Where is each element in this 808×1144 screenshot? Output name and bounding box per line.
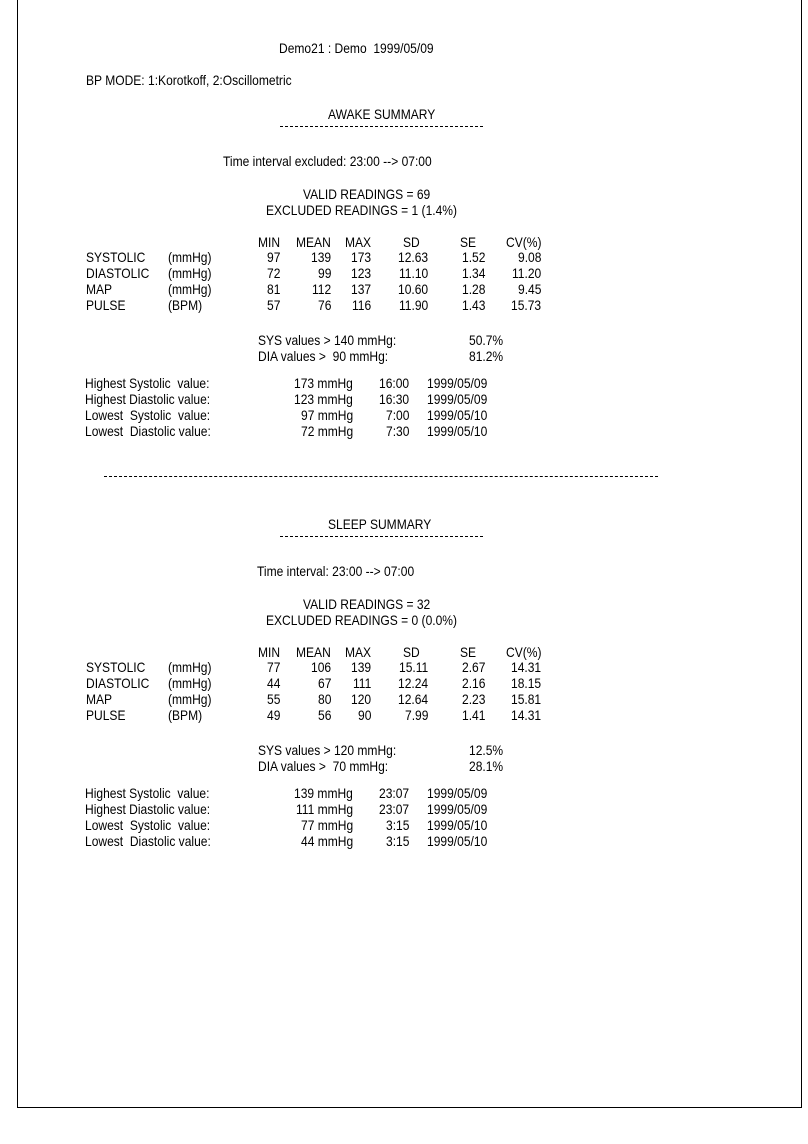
sleep-row-name: SYSTOLIC <box>86 659 146 675</box>
sleep-col-header: MAX <box>344 644 371 660</box>
sleep-col-header: SD <box>403 644 420 660</box>
awake-row-name: PULSE <box>86 297 126 313</box>
awake-cell: 15.73 <box>510 297 541 313</box>
awake-col-header: MEAN <box>296 234 331 250</box>
sleep-cell: 111 <box>352 675 371 691</box>
awake-extreme-label: Highest Diastolic value: <box>85 391 211 407</box>
sleep-row-name: PULSE <box>86 707 126 723</box>
sleep-cell: 14.31 <box>510 707 541 723</box>
sleep-cell: 120 <box>350 691 371 707</box>
awake-cell: 137 <box>350 281 371 297</box>
sleep-sys-pct: 12.5% <box>468 742 503 758</box>
sleep-row-unit: (mmHg) <box>168 691 212 707</box>
awake-cell: 97 <box>266 249 280 265</box>
sleep-cell: 139 <box>350 659 371 675</box>
sleep-cell: 15.81 <box>510 691 541 707</box>
awake-col-header: SD <box>403 234 420 250</box>
awake-row-unit: (mmHg) <box>168 265 212 281</box>
sleep-cell: 56 <box>317 707 331 723</box>
awake-summary-title: AWAKE SUMMARY <box>328 106 436 122</box>
sleep-col-header: SE <box>459 644 476 660</box>
awake-valid-readings: VALID READINGS = 69 <box>303 186 431 202</box>
sleep-extreme-time: 3:15 <box>385 817 409 833</box>
awake-extreme-time: 16:00 <box>378 375 409 391</box>
sleep-extreme-label: Highest Systolic value: <box>85 785 210 801</box>
sleep-cell: 106 <box>310 659 331 675</box>
sleep-row-name: DIASTOLIC <box>86 675 150 691</box>
sleep-cell: 2.67 <box>461 659 485 675</box>
awake-extreme-date: 1999/05/09 <box>427 391 488 407</box>
awake-cell: 57 <box>266 297 280 313</box>
sleep-extreme-date: 1999/05/09 <box>427 801 488 817</box>
awake-cell: 1.28 <box>461 281 485 297</box>
sleep-cell: 2.16 <box>461 675 485 691</box>
awake-sys-pct: 50.7% <box>468 332 503 348</box>
awake-cell: 11.90 <box>398 297 428 313</box>
awake-cell: 81 <box>266 281 280 297</box>
awake-row-name: DIASTOLIC <box>86 265 150 281</box>
awake-cell: 72 <box>266 265 280 281</box>
awake-extreme-date: 1999/05/09 <box>427 375 488 391</box>
bp-mode: BP MODE: 1:Korotkoff, 2:Oscillometric <box>86 72 292 88</box>
awake-row-name: SYSTOLIC <box>86 249 146 265</box>
sleep-valid-readings: VALID READINGS = 32 <box>303 596 431 612</box>
awake-cell: 1.52 <box>461 249 485 265</box>
sleep-cell: 15.11 <box>398 659 428 675</box>
awake-extreme-value: 123 mmHg <box>294 391 353 407</box>
sleep-cell: 90 <box>357 707 371 723</box>
awake-extreme-value: 173 mmHg <box>294 375 353 391</box>
awake-row-unit: (mmHg) <box>168 249 212 265</box>
sleep-cell: 77 <box>266 659 280 675</box>
sleep-cell: 18.15 <box>510 675 541 691</box>
awake-row-name: MAP <box>86 281 113 297</box>
sleep-col-header: MEAN <box>296 644 331 660</box>
awake-cell: 11.20 <box>511 265 541 281</box>
awake-cell: 76 <box>317 297 331 313</box>
sleep-excluded-readings: EXCLUDED READINGS = 0 (0.0%) <box>266 612 458 628</box>
awake-col-header: CV(%) <box>505 234 541 250</box>
awake-cell: 139 <box>310 249 331 265</box>
awake-cell: 10.60 <box>397 281 428 297</box>
sleep-cell: 1.41 <box>461 707 485 723</box>
awake-extreme-time: 16:30 <box>378 391 409 407</box>
section-divider <box>104 476 658 477</box>
awake-extreme-value: 72 mmHg <box>300 423 353 439</box>
awake-dia-pct: 81.2% <box>468 348 503 364</box>
report-page <box>17 0 802 1108</box>
sleep-cell: 7.99 <box>404 707 428 723</box>
sleep-extreme-value: 44 mmHg <box>300 833 353 849</box>
sleep-cell: 2.23 <box>461 691 485 707</box>
sleep-row-unit: (mmHg) <box>168 675 212 691</box>
sleep-dia-threshold: DIA values > 70 mmHg: <box>258 758 389 774</box>
sleep-extreme-label: Lowest Systolic value: <box>85 817 211 833</box>
sleep-extreme-value: 139 mmHg <box>294 785 353 801</box>
sleep-col-header: MIN <box>257 644 280 660</box>
awake-cell: 9.08 <box>517 249 541 265</box>
sleep-extreme-value: 111 mmHg <box>295 801 353 817</box>
awake-cell: 99 <box>317 265 331 281</box>
awake-col-header: MIN <box>257 234 280 250</box>
sleep-row-unit: (mmHg) <box>168 659 212 675</box>
awake-cell: 1.34 <box>461 265 485 281</box>
sleep-title-underline <box>280 536 483 537</box>
awake-excluded-readings: EXCLUDED READINGS = 1 (1.4%) <box>266 202 458 218</box>
sleep-extreme-label: Lowest Diastolic value: <box>85 833 211 849</box>
awake-extreme-date: 1999/05/10 <box>427 423 488 439</box>
sleep-cell: 80 <box>317 691 331 707</box>
sleep-cell: 14.31 <box>510 659 541 675</box>
awake-cell: 12.63 <box>397 249 428 265</box>
awake-extreme-time: 7:00 <box>385 407 409 423</box>
awake-extreme-time: 7:30 <box>385 423 409 439</box>
sleep-row-name: MAP <box>86 691 113 707</box>
sleep-cell: 49 <box>266 707 280 723</box>
sleep-extreme-value: 77 mmHg <box>300 817 353 833</box>
awake-col-header: MAX <box>344 234 371 250</box>
awake-cell: 116 <box>351 297 371 313</box>
awake-extreme-date: 1999/05/10 <box>427 407 488 423</box>
awake-col-header: SE <box>459 234 476 250</box>
awake-cell: 173 <box>350 249 371 265</box>
sleep-extreme-date: 1999/05/09 <box>427 785 488 801</box>
awake-row-unit: (mmHg) <box>168 281 212 297</box>
sleep-cell: 55 <box>266 691 280 707</box>
awake-dia-threshold: DIA values > 90 mmHg: <box>258 348 389 364</box>
sleep-extreme-date: 1999/05/10 <box>427 833 488 849</box>
awake-cell: 123 <box>350 265 371 281</box>
awake-sys-threshold: SYS values > 140 mmHg: <box>258 332 397 348</box>
awake-extreme-label: Lowest Systolic value: <box>85 407 211 423</box>
sleep-col-header: CV(%) <box>505 644 541 660</box>
awake-cell: 1.43 <box>461 297 485 313</box>
sleep-dia-pct: 28.1% <box>468 758 503 774</box>
awake-extreme-label: Highest Systolic value: <box>85 375 210 391</box>
sleep-cell: 12.64 <box>397 691 428 707</box>
sleep-cell: 44 <box>266 675 280 691</box>
sleep-extreme-label: Highest Diastolic value: <box>85 801 211 817</box>
awake-row-unit: (BPM) <box>168 297 203 313</box>
sleep-row-unit: (BPM) <box>168 707 203 723</box>
report-title: Demo21 : Demo 1999/05/09 <box>279 40 434 56</box>
awake-cell: 11.10 <box>398 265 428 281</box>
awake-title-underline <box>280 126 483 127</box>
sleep-extreme-time: 23:07 <box>378 785 409 801</box>
sleep-extreme-date: 1999/05/10 <box>427 817 488 833</box>
awake-extreme-value: 97 mmHg <box>300 407 353 423</box>
sleep-time-interval: Time interval: 23:00 --> 07:00 <box>257 563 415 579</box>
awake-time-interval: Time interval excluded: 23:00 --> 07:00 <box>223 153 432 169</box>
sleep-cell: 67 <box>317 675 331 691</box>
awake-cell: 9.45 <box>517 281 541 297</box>
sleep-extreme-time: 3:15 <box>385 833 409 849</box>
sleep-summary-title: SLEEP SUMMARY <box>328 516 432 532</box>
sleep-extreme-time: 23:07 <box>378 801 409 817</box>
awake-cell: 112 <box>311 281 331 297</box>
awake-extreme-label: Lowest Diastolic value: <box>85 423 211 439</box>
sleep-sys-threshold: SYS values > 120 mmHg: <box>258 742 397 758</box>
sleep-cell: 12.24 <box>397 675 428 691</box>
